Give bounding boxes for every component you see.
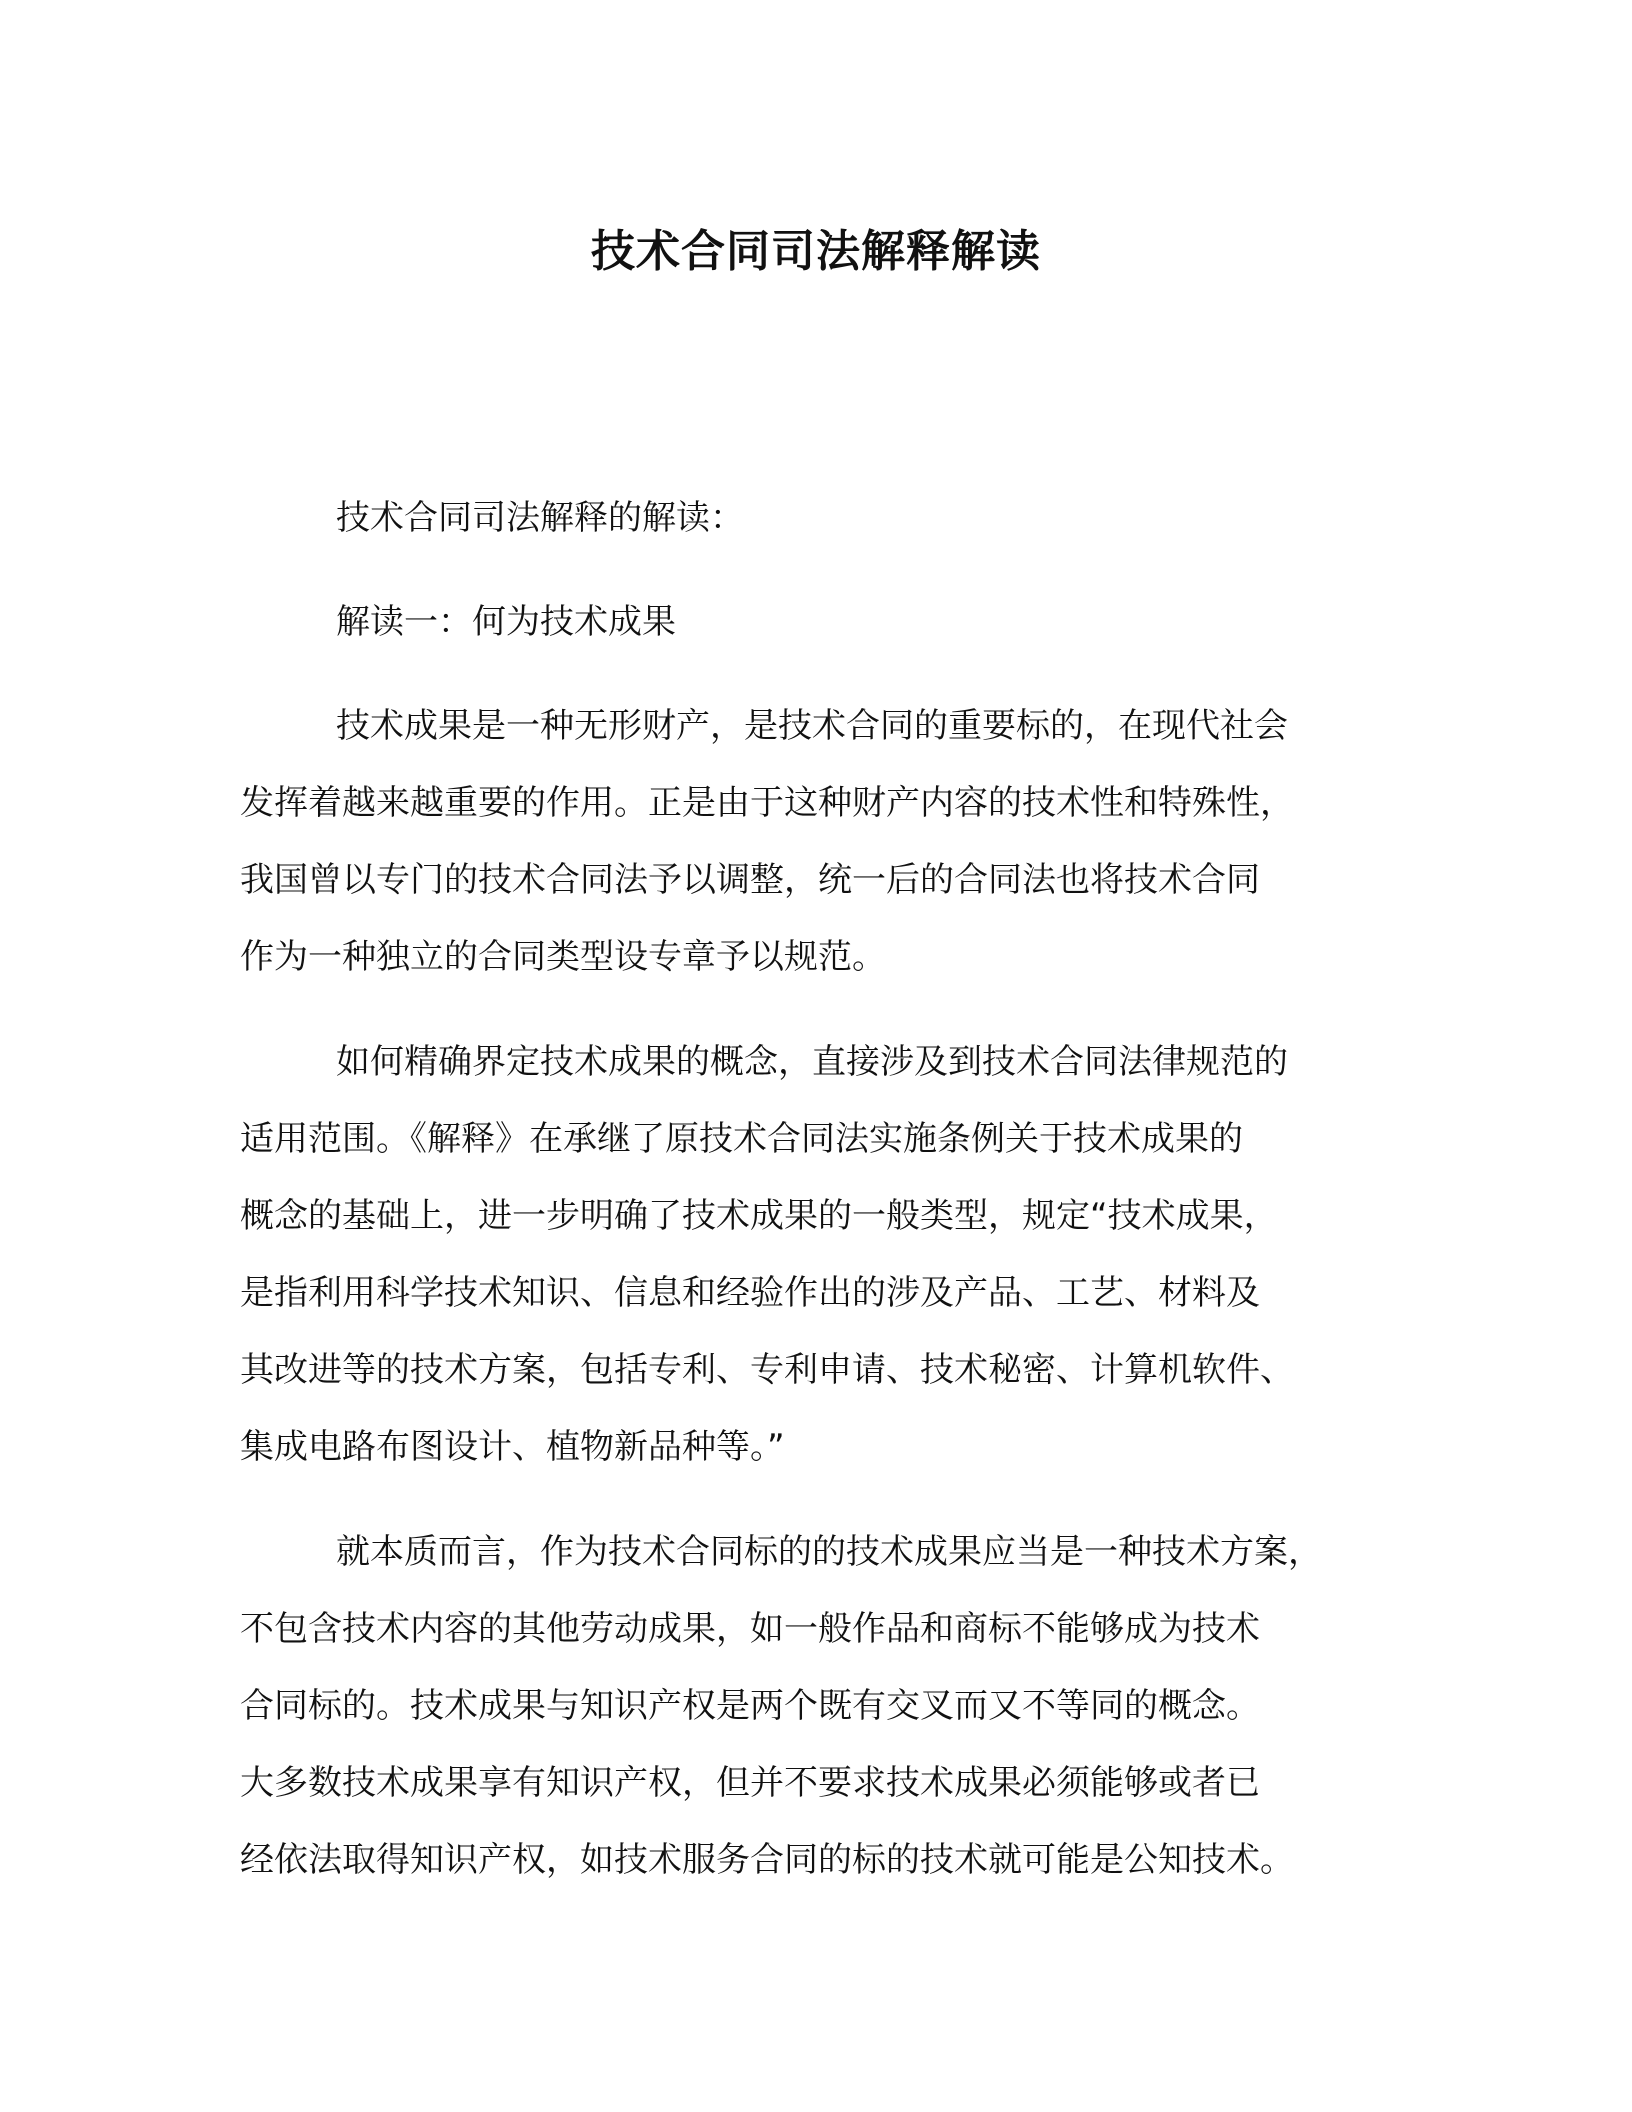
paragraph-line: 我国曾以专门的技术合同法予以调整，统一后的合同法也将技术合同: [240, 860, 1260, 900]
paragraph-line: 发挥着越来越重要的作用。正是由于这种财产内容的技术性和特殊性，: [240, 783, 1294, 823]
document-heading: 技术合同司法解释的解读：: [336, 498, 744, 538]
paragraph-line: 如何精确界定技术成果的概念，直接涉及到技术合同法律规范的: [336, 1042, 1288, 1082]
paragraph-line: 其改进等的技术方案，包括专利、专利申请、技术秘密、计算机软件、: [240, 1350, 1294, 1390]
paragraph-line: 就本质而言，作为技术合同标的的技术成果应当是一种技术方案，: [336, 1532, 1322, 1572]
paragraph-line: 作为一种独立的合同类型设专章予以规范。: [240, 937, 886, 977]
section-heading: 解读一：何为技术成果: [336, 602, 676, 642]
document-title: 技术合同司法解释解读: [591, 226, 1041, 277]
paragraph-line: 是指利用科学技术知识、信息和经验作出的涉及产品、工艺、材料及: [240, 1273, 1260, 1313]
paragraph-line: 适用范围。《解释》在承继了原技术合同法实施条例关于技术成果的: [240, 1119, 1243, 1159]
paragraph-line: 大多数技术成果享有知识产权，但并不要求技术成果必须能够或者已: [240, 1763, 1260, 1803]
paragraph-line: 合同标的。技术成果与知识产权是两个既有交叉而又不等同的概念。: [240, 1686, 1260, 1726]
paragraph-line: 概念的基础上，进一步明确了技术成果的一般类型，规定“技术成果，: [240, 1196, 1278, 1236]
paragraph-line: 集成电路布图设计、植物新品种等。”: [240, 1427, 785, 1467]
paragraph-line: 技术成果是一种无形财产，是技术合同的重要标的，在现代社会: [336, 706, 1288, 746]
paragraph-line: 经依法取得知识产权，如技术服务合同的标的技术就可能是公知技术。: [240, 1840, 1294, 1880]
paragraph-line: 不包含技术内容的其他劳动成果，如一般作品和商标不能够成为技术: [240, 1609, 1260, 1649]
